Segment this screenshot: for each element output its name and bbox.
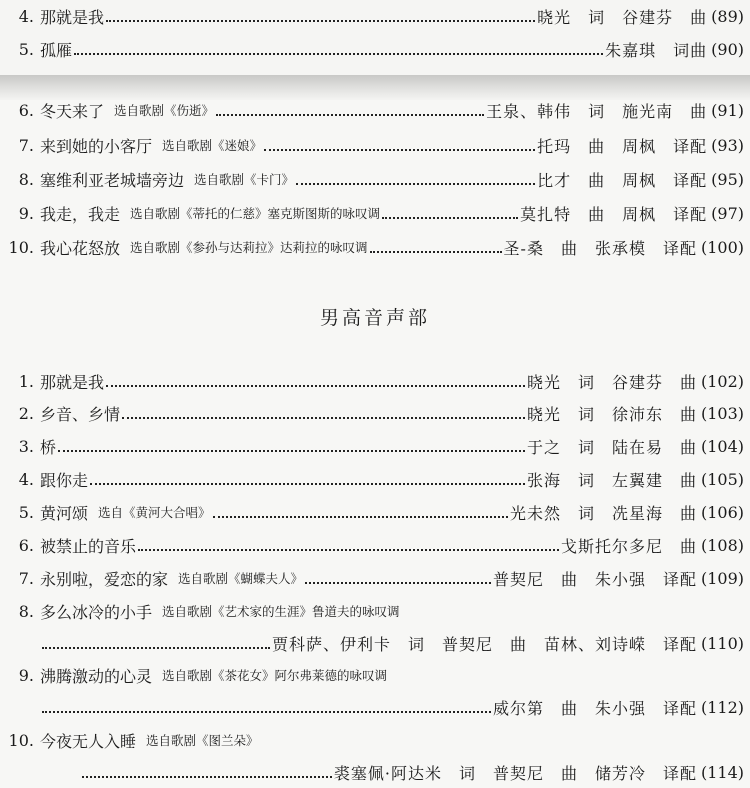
entry-page: (108) [700,535,744,555]
entry-title: 沸腾激动的心灵 [40,666,153,686]
leader-dots [74,52,603,55]
entry-credit: 晓光 词 谷建芬 曲 [526,372,697,392]
toc-entry [0,596,750,626]
entry-page: (104) [700,436,744,456]
entry-number: 6. [18,100,34,120]
leader-dots [296,182,535,185]
entry-number: 10. [8,730,34,750]
entry-title: 来到她的小客厅 [40,136,153,156]
entry-page: (106) [700,502,744,522]
toc-entry-continued [0,692,750,722]
leader-dots [138,548,559,551]
toc-entry [0,398,750,428]
entry-number: 4. [18,469,34,489]
entry-title: 那就是我 [40,372,105,392]
leader-dots [382,216,518,219]
toc-entry [0,232,750,262]
entry-title: 那就是我 [40,7,105,27]
leader-dots [216,113,484,116]
toc-entry [0,563,750,593]
entry-title: 我心花怒放 [40,238,121,258]
toc-entry [0,34,750,64]
entry-page: (110) [700,633,744,653]
leader-dots [106,384,525,387]
leader-dots [370,250,502,253]
toc-entry [0,725,750,755]
entry-page: (89) [711,6,744,26]
toc-entry [0,366,750,396]
entry-credit: 朱嘉琪 词曲 [605,40,708,60]
entry-credit: 戈斯托尔多尼 曲 [560,536,697,556]
toc-entry [0,1,750,31]
entry-number: 9. [18,665,34,685]
entry-page: (112) [700,697,744,717]
entry-credit: 莫扎特 曲 周枫 译配 [520,204,708,224]
leader-dots [106,19,535,22]
leader-dots [90,482,525,485]
entry-title: 被禁止的音乐 [40,536,137,556]
entry-number: 1. [18,371,34,391]
toc-entry [0,431,750,461]
toc-entry [0,198,750,228]
entry-note: 选自歌剧《蝴蝶夫人》 [178,571,304,586]
entry-number: 5. [18,39,34,59]
entry-number: 5. [18,502,34,522]
entry-note: 选自歌剧《参孙与达莉拉》达莉拉的咏叹调 [130,240,368,255]
entry-number: 3. [18,436,34,456]
entry-number: 4. [18,6,34,26]
entry-title: 多么冰冷的小手 [40,602,153,622]
entry-page: (90) [711,39,744,59]
leader-dots [213,515,508,518]
entry-number: 7. [18,568,34,588]
entry-credit: 王泉、韩伟 词 施光南 曲 [486,101,708,121]
entry-credit: 晓光 词 徐沛东 曲 [526,404,697,424]
entry-note: 选自歌剧《卡门》 [194,172,295,187]
entry-note: 选自歌剧《图兰朵》 [146,733,259,748]
entry-number: 9. [18,203,34,223]
entry-title: 塞维利亚老城墙旁边 [40,170,185,190]
entry-number: 7. [18,135,34,155]
entry-title: 孤雁 [40,40,73,60]
entry-note: 选自歌剧《艺术家的生涯》鲁道夫的咏叹调 [162,604,400,619]
leader-dots [42,710,491,713]
entry-credit: 托玛 曲 周枫 译配 [537,136,708,156]
toc-entry [0,164,750,194]
leader-dots [264,148,535,151]
entry-page: (114) [700,762,744,782]
entry-number: 2. [18,403,34,423]
entry-credit: 圣-桑 曲 张承模 译配 [503,238,697,258]
entry-credit: 光未然 词 冼星海 曲 [509,503,697,523]
toc-entry [0,497,750,527]
entry-credit: 张海 词 左翼建 曲 [526,470,697,490]
entry-credit: 普契尼 曲 朱小强 译配 [492,569,697,589]
section-heading: 男高音声部 [319,307,430,329]
entry-credit: 裘塞佩·阿达米 词 普契尼 曲 储芳冷 译配 [333,763,697,783]
entry-title: 桥 [40,437,57,457]
entry-title: 永别啦，爱恋的家 [40,569,169,589]
toc-entry [0,660,750,690]
entry-title: 乡音、乡情 [40,404,121,424]
entry-title: 冬天来了 [40,101,105,121]
leader-dots [122,416,525,419]
leader-dots [42,646,270,649]
entry-number: 10. [8,237,34,257]
entry-title: 黄河颂 [40,503,89,523]
entry-note: 选自歌剧《迷娘》 [162,138,263,153]
entry-page: (95) [711,169,744,189]
entry-credit: 于之 词 陆在易 曲 [526,437,697,457]
toc-entry [0,95,750,125]
entry-credit: 晓光 词 谷建芬 曲 [537,7,708,27]
entry-number: 6. [18,535,34,555]
entry-number: 8. [18,601,34,621]
entry-credit: 威尔第 曲 朱小强 译配 [492,698,697,718]
toc-entry-continued [0,757,750,787]
entry-title: 跟你走 [40,470,89,490]
toc-entry-continued [0,628,750,658]
entry-credit: 比才 曲 周枫 译配 [537,170,708,190]
leader-dots [58,449,525,452]
entry-note: 选自《黄河大合唱》 [98,505,211,520]
leader-dots [82,775,332,778]
entry-page: (109) [700,568,744,588]
entry-credit: 贾科萨、伊利卡 词 普契尼 曲 苗林、刘诗嵘 译配 [271,634,697,654]
entry-title: 今夜无人入睡 [40,731,137,751]
entry-page: (103) [700,403,744,423]
entry-page: (102) [700,371,744,391]
entry-page: (105) [700,469,744,489]
toc-entry [0,464,750,494]
entry-note: 选自歌剧《伤逝》 [114,103,215,118]
entry-note: 选自歌剧《茶花女》阿尔弗莱德的咏叹调 [162,668,388,683]
entry-page: (97) [711,203,744,223]
toc-entry [0,130,750,160]
leader-dots [305,581,491,584]
entry-page: (91) [711,100,744,120]
entry-page: (93) [711,135,744,155]
entry-page: (100) [700,237,744,257]
entry-number: 8. [18,169,34,189]
entry-note: 选自歌剧《蒂托的仁慈》塞克斯图斯的咏叹调 [130,206,381,221]
entry-title: 我走，我走 [40,204,121,224]
toc-entry [0,530,750,560]
